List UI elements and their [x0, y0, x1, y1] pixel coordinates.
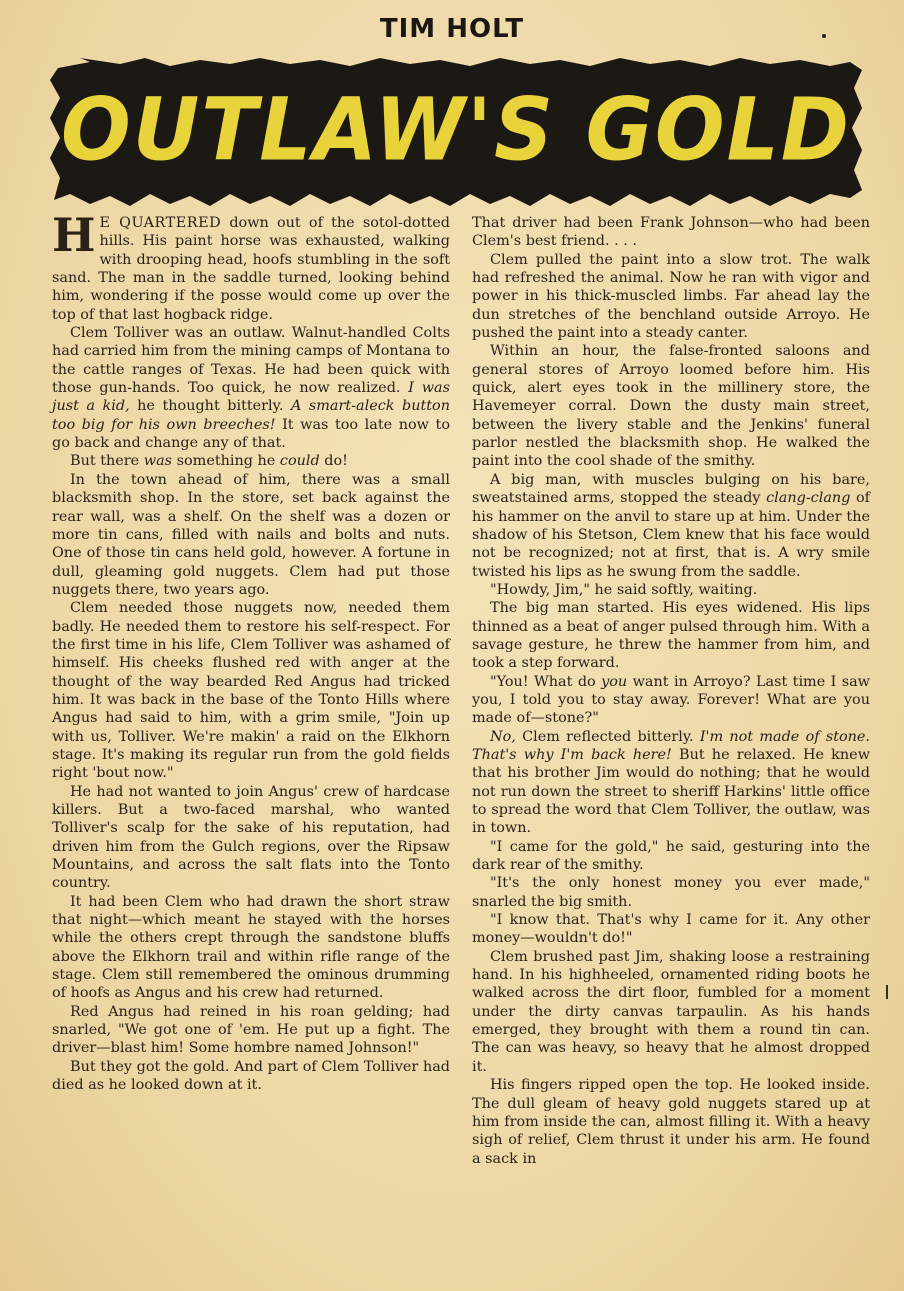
story-paragraph — [472, 948, 870, 1076]
story-text: "Howdy, Jim," he said softly, waiting. — [490, 581, 758, 598]
story-paragraph — [472, 342, 870, 470]
story-paragraph — [472, 471, 870, 581]
story-paragraph — [472, 581, 870, 599]
story-text: Red Angus had reined in his roan gelding; had snarled, "We got one of 'em. He put up a fight. The driver—blast him! Some hombre named Johnson!" — [52, 1003, 450, 1057]
scan-artifact — [886, 985, 888, 999]
story-text: Clem reflected bitterly. — [515, 728, 700, 745]
story-text-italic: clang-clang — [766, 490, 851, 507]
story-text: But there — [70, 453, 144, 470]
story-text: His fingers ripped open the top. He looked inside. The dull gleam of heavy gold nuggets stared up at him from inside the can, almost filling it. With a heavy sigh of relief, Clem thrust it under his arm. He found a sack in — [472, 1077, 870, 1167]
story-paragraph — [472, 911, 870, 948]
story-paragraph — [52, 452, 450, 470]
story-text-italic: A smart-aleck button too big for his own breeches! — [52, 398, 450, 433]
story-text: Clem needed those nuggets now, needed them badly. He needed them to restore his self-respect. For the first time in his life, Clem Tolliver was ashamed of himself. His cheeks flushed red with anger at the thought of the way bearded Red Angus had tricked him. It was back in the base of the Tonto Hills where Angus had said to him, with a grim smile, "Join up with us, Tolliver. We're makin' a raid on the Elkhorn stage. It's making its regular run from the gold fields right 'bout now." — [52, 600, 450, 782]
page-header-title: TIM HOLT — [379, 14, 525, 44]
drop-cap: H — [52, 208, 96, 262]
story-text-italic: No, — [490, 728, 516, 745]
story-text: It had been Clem who had drawn the short straw that night—which meant he stayed with the horses while the others crept through the sandstone bluffs above the Elkhorn trail and within rifle range of the stage. Clem still remembered the ominous drumming of hoofs as Angus and his crew had returned. — [52, 893, 450, 1002]
story-text: Clem brushed past Jim, shaking loose a restraining hand. In his highheeled, ornamented riding boots he walked across the dirt floor, fumbled for a moment under the dirty canvas tarpaulin. As his hands emerged, they brought with them a round tin can. The can was heavy, so heavy that he almost dropped it. — [472, 948, 870, 1075]
story-text: The big man started. His eyes widened. His lips thinned as a beat of anger pulsed through him. With a savage gesture, he threw the hammer from him, and took a step forward. — [472, 600, 870, 672]
story-text: Clem Tolliver was an outlaw. Walnut-handled Colts had carried him from the mining camps of Montana to the cattle ranges of Texas. He had been quick with those gun-hands. Too quick, he now realized. — [52, 325, 450, 397]
story-column-right — [472, 214, 870, 1168]
story-paragraph — [52, 324, 450, 452]
story-paragraph — [52, 893, 450, 1003]
story-text-italic: you — [601, 673, 628, 690]
story-text: He had not wanted to join Angus' crew of hardcase killers. But a two-faced marshal, who wanted Tolliver's scalp for the sake of his reputation, had driven him from the Gulch regions, over the Ripsaw Mountains, and across the salt flats into the Tonto country. — [52, 783, 450, 892]
story-text-italic: I was just a kid, — [52, 380, 450, 415]
story-text: "I know that. That's why I came for it. Any other money—wouldn't do!" — [472, 912, 870, 947]
story-text: of his hammer on the anvil to stare up at him. Under the shadow of his Stetson, Clem knew that his face would not be recognized; not at first, that is. A wry smile twisted his lips as he swung from the saddle. — [472, 490, 870, 580]
story-column-left — [52, 208, 450, 1095]
title-banner — [50, 58, 862, 206]
story-text: "It's the only honest money you ever made," snarled the big smith. — [472, 875, 870, 910]
story-paragraph — [52, 783, 450, 893]
story-text-italic: could — [279, 453, 320, 470]
story-paragraph — [472, 251, 870, 343]
story-text: It was too late now to go back and change any of that. — [52, 416, 450, 452]
story-text: he thought bitterly. — [129, 398, 291, 415]
story-text: A big man, with muscles bulging on his bare, sweatstained arms, stopped the steady — [472, 471, 870, 507]
story-paragraph — [52, 1058, 450, 1095]
story-paragraph — [472, 673, 870, 728]
story-text: something he — [172, 453, 280, 470]
story-paragraph — [52, 471, 450, 599]
story-text: Clem pulled the paint into a slow trot. The walk had refreshed the animal. Now he ran with vigor and power in his thick-muscled limbs. Far ahead lay the dun stretches of the benchland outside Arroyo. He pushed the paint into a steady canter. — [472, 251, 870, 342]
story-paragraph — [472, 838, 870, 875]
story-paragraph — [472, 214, 870, 251]
story-text: But they got the gold. And part of Clem Tolliver had died as he looked down at it. — [52, 1058, 450, 1094]
story-paragraph — [52, 208, 450, 324]
story-text: "You! What do — [490, 673, 602, 690]
story-text: "I came for the gold," he said, gesturing into the dark rear of the smithy. — [472, 838, 870, 874]
story-text: But he relaxed. He knew that his brother Jim would do nothing; that he would not run down the street to sheriff Harkins' little office to spread the word that Clem Tolliver, the outlaw, was in town. — [472, 746, 871, 837]
story-paragraph — [472, 874, 870, 911]
story-text: down out of the sotol-dotted hills. His paint horse was exhausted, walking with drooping head, hoofs stumbling in the soft sand. The man in the saddle turned, looking behind him, wondering if the posse would come up over the top of that last hogback ridge. — [52, 215, 450, 323]
print-speck — [822, 34, 826, 38]
story-title: OUTLAW'S GOLD — [61, 80, 851, 181]
story-paragraph — [472, 1076, 870, 1168]
story-paragraph — [472, 728, 870, 838]
story-paragraph — [52, 599, 450, 782]
story-text-italic: was — [143, 453, 173, 470]
story-text: In the town ahead of him, there was a small blacksmith shop. In the store, set back against the rear wall, was a shelf. On the shelf was a dozen or more tin cans, filled with nails and bolts and nuts. One of those tin cans held gold, however. A fortune in dull, gleaming gold nuggets. Clem had put those nuggets there, two years ago. — [52, 471, 450, 598]
story-text-italic: I'm not made of stone. That's why I'm back here! — [472, 728, 871, 763]
story-text: Within an hour, the false-fronted saloons and general stores of Arroyo loomed before him. His quick, alert eyes took in the millinery store, the Havemeyer corral. Down the dusty main street, between the livery stable and the Jenkins' funeral parlor nestled the blacksmith shop. He walked the paint into the cool shade of the smithy. — [472, 343, 870, 470]
story-paragraph — [472, 599, 870, 672]
story-text: do! — [319, 453, 348, 470]
story-text: That driver had been Frank Johnson—who had been Clem's best friend. . . . — [472, 215, 870, 250]
story-text: want in Arroyo? Last time I saw you, I told you to stay away. Forever! What are you made of—stone?" — [472, 673, 870, 727]
story-paragraph — [52, 1003, 450, 1058]
lead-in-text: E QUARTERED — [99, 215, 222, 231]
